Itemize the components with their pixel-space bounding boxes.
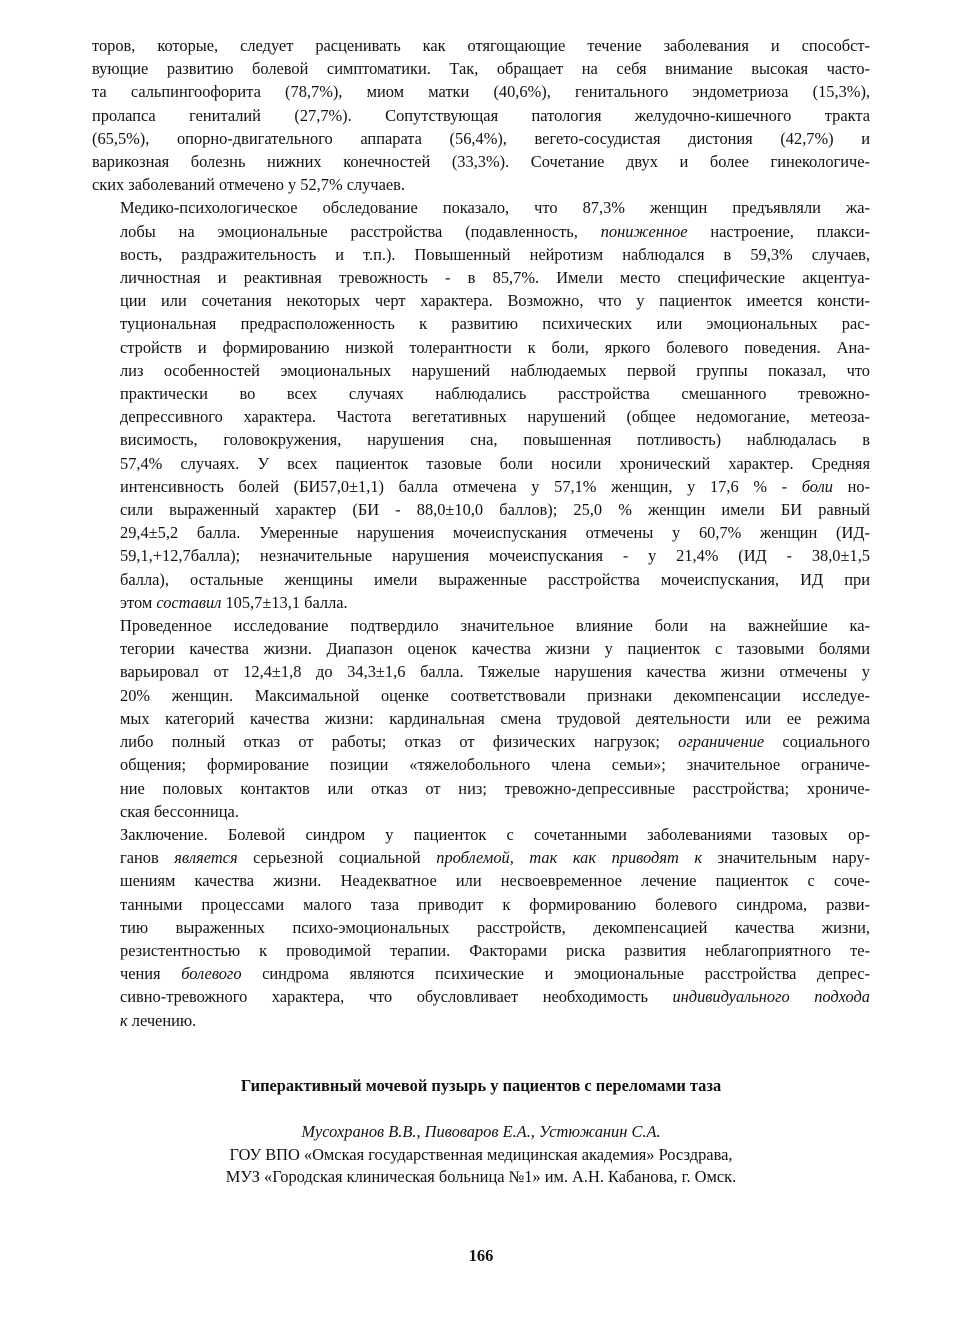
text-line: (65,5%), опорно-двигательного аппарата (56,4%), вегето-сосудистая дистония (42,7%) и (92, 128, 870, 148)
text-line: варикозная болезнь нижних конечностей (33,3%). Сочетание двух и более гинекологиче- (92, 152, 870, 172)
text-line: 57,4% случаях. У всех пациенток тазовые боли носили хронический характер. Средняя (120, 453, 870, 473)
text-line: резистентностью к проводимой терапии. Факторами риска развития неблагоприятного те- (120, 940, 870, 960)
text-line: пролапса гениталий (27,7%). Сопутствующая патология желудочно-кишечного тракта (92, 105, 870, 125)
text-line: сили выраженный характер (БИ - 88,0±10,0 баллов); 25,0 % женщин имели БИ равный (120, 500, 870, 520)
article-affiliation (92, 1144, 870, 1188)
text-line: этом составил 105,7±13,1 балла. (120, 592, 348, 612)
text-line: шениям качества жизни. Неадекватное или несвоевременное лечение пациенток с соче- (120, 871, 870, 891)
text-line: Проведенное исследование подтвердило значительное влияние боли на важнейшие ка- (120, 616, 870, 636)
text-line: ганов является серьезной социальной проблемой, так как приводят к значительным нару- (120, 848, 870, 868)
text-line: лобы на эмоциональные расстройства (подавленность, пониженное настроение, плакси- (120, 221, 870, 241)
page-number: 166 (468, 1246, 494, 1265)
text-line: туциональная предрасположенность к развитию психических или эмоциональных рас- (120, 314, 870, 334)
paragraph-2 (92, 196, 870, 614)
text-line: ние половых контактов или отказ от низ; тревожно-депрессивные расстройства; хрониче- (120, 778, 870, 798)
text-line: сивно-тревожного характера, что обусловливает необходимость индивидуального подхода (120, 987, 870, 1007)
text-line: 29,4±5,2 балла. Умеренные нарушения мочеиспускания отмечены у 60,7% женщин (ИД- (120, 523, 870, 543)
text-line: ции или сочетания некоторых черт характера. Возможно, что у пациенток имеется консти- (120, 291, 870, 311)
text-line: вующие развитию болевой симптоматики. Так, обращает на себя внимание высокая часто- (92, 59, 870, 79)
text-line: тию выраженных психо-эмоциональных расстройств, декомпенсацией качества жизни, (120, 917, 870, 937)
affiliation-line-2: МУЗ «Городская клиническая больница №1» им. А.Н. Кабанова, г. Омск. (225, 1167, 737, 1186)
text-line: к лечению. (120, 1010, 197, 1030)
text-line: 20% женщин. Максимальной оценке соответствовали признаки декомпенсации исследуе- (120, 685, 870, 705)
text-line: лиз особенностей эмоциональных нарушений наблюдаемых первой группы показал, что (120, 360, 870, 380)
text-line: тегории качества жизни. Диапазон оценок качества жизни у пациенток с тазовыми болями (120, 639, 870, 659)
text-line: стройств и формированию низкой толерантности к боли, яркого болевого поведения. Ана- (120, 337, 870, 357)
text-line: практически во всех случаях наблюдались расстройства смешанного тревожно- (120, 384, 870, 404)
article-authors: Мусохранов В.В., Пивоваров Е.А., Устюжанин С.А. (301, 1122, 661, 1141)
text-line: та сальпингоофорита (78,7%), миом матки (40,6%), генитального эндометриоза (15,3%), (92, 82, 870, 102)
text-line: Заключение. Болевой синдром у пациенток с сочетанными заболеваниями тазовых ор- (120, 824, 870, 844)
text-line: балла), остальные женщины имели выраженные расстройства мочеиспускания, ИД при (120, 569, 870, 589)
text-line: личностная и реактивная тревожность - в 85,7%. Имели место специфические акцентуа- (120, 268, 870, 288)
text-line: варьировал от 12,4±1,8 до 34,3±1,6 балла. Тяжелые нарушения качества жизни отмечены у (120, 662, 870, 682)
text-line: мых категорий качества жизни: кардинальная смена трудовой деятельности или ее режима (120, 708, 870, 728)
paragraph-3 (92, 614, 870, 823)
paragraph-1 (92, 34, 870, 196)
text-line: ских заболеваний отмечено у 52,7% случаев. (92, 175, 406, 195)
text-line: чения болевого синдрома являются психические и эмоциональные расстройства депрес- (120, 964, 870, 984)
body-text (92, 34, 870, 1032)
text-line: депрессивного характера. Частота вегетативных нарушений (общее недомогание, метеоза- (120, 407, 870, 427)
affiliation-line-1: ГОУ ВПО «Омская государственная медицинская академия» Росздрава, (229, 1145, 733, 1164)
text-line: торов, которые, следует расценивать как отягощающие течение заболевания и способст- (92, 36, 870, 55)
text-line: ская бессонница. (120, 801, 239, 821)
article-title: Гиперактивный мочевой пузырь у пациентов с переломами таза (240, 1076, 722, 1095)
text-line: танными процессами малого таза приводит к формированию болевого синдрома, разви- (120, 894, 870, 914)
text-line: висимость, головокружения, нарушения сна, повышенная потливость) наблюдалась в (120, 430, 870, 450)
text-line: Медико-психологическое обследование показало, что 87,3% женщин предъявляли жа- (120, 198, 870, 218)
text-line: либо полный отказ от работы; отказ от физических нагрузок; ограничение социального (120, 732, 870, 752)
text-line: общения; формирование позиции «тяжелобольного члена семьи»; значительное ограниче- (120, 755, 870, 775)
text-line: 59,1,+12,7балла); незначительные нарушения мочеиспускания - у 21,4% (ИД - 38,0±1,5 (120, 546, 870, 566)
text-line: интенсивность болей (БИ57,0±1,1) балла отмечена у 57,1% женщин, у 17,6 % - боли но- (120, 476, 870, 496)
text-line: вость, раздражительность и т.п.). Повышенный нейротизм наблюдался в 59,3% случаев, (120, 244, 870, 264)
paragraph-4 (92, 823, 870, 1032)
